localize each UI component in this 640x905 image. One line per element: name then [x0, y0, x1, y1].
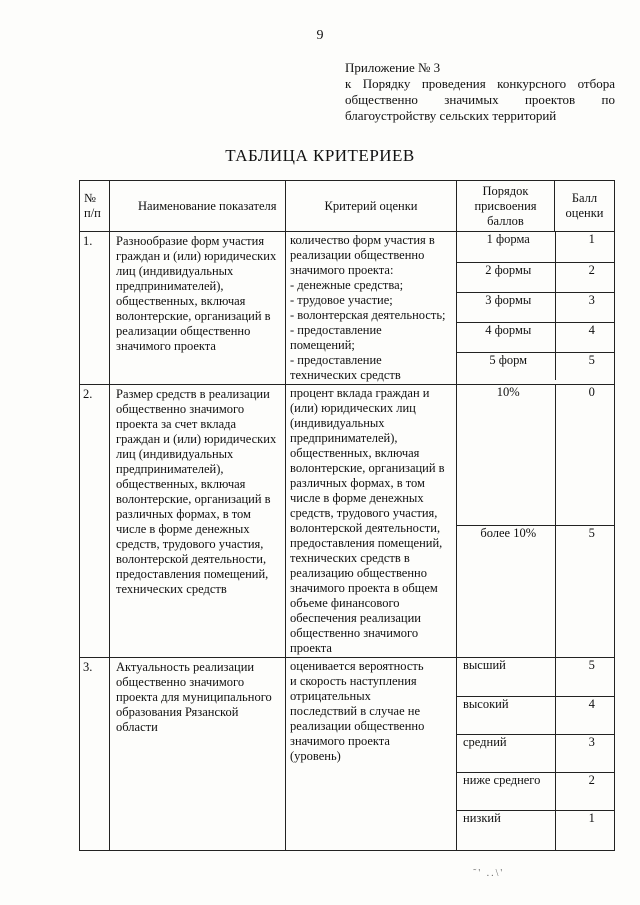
appendix-word: общественно [345, 92, 418, 107]
criterion-line: реализацию общественно [290, 566, 427, 580]
indicator-name: Размер средств в реализации общественно значимого проекта за счет вклада граждан и (или) юридических лиц (индивидуальных предпринимателей), общественных, включая волонтерские, организаций в различных формах, в том числе в форме денежных средств, трудового участия, волонтерской деятельности, предоставления помещений, технических средств [110, 385, 286, 658]
scoring-options [457, 232, 615, 385]
scoring-level: 5 форм [457, 352, 555, 380]
criterion-line: - предоставление [290, 323, 382, 337]
criterion-line: значимого проекта в общем [290, 581, 438, 595]
scoring-level: низкий [457, 810, 555, 850]
criterion-line: общественно значимого [290, 626, 419, 640]
criterion-line: реализации общественно [290, 719, 425, 733]
scoring-option-row [457, 232, 615, 262]
score-value: 5 [555, 525, 615, 657]
appendix-line-4: благоустройству сельских территорий [345, 108, 557, 123]
score-value: 4 [555, 696, 615, 734]
score-value: 5 [555, 658, 615, 696]
criterion-line: общественных, включая [290, 446, 420, 460]
criterion-line: различных формах, в том [290, 476, 425, 490]
criterion-line: волонтерские, организаций в [290, 461, 445, 475]
criterion-line: - волонтерская деятельность; [290, 308, 446, 322]
score-value: 1 [555, 810, 615, 850]
indicator-name: Разнообразие форм участия граждан и (или) юридических лиц (индивидуальных предпринимателей), общественных, включая волонтерские, организаций в реализации общественно значимого проекта [110, 232, 286, 385]
scoring-level: средний [457, 734, 555, 772]
criterion-line: значимого проекта: [290, 263, 394, 277]
criterion-line: предоставления помещений, [290, 536, 443, 550]
criterion-line: оценивается вероятность [290, 659, 424, 673]
criteria-row [80, 658, 615, 851]
criteria-table [79, 180, 615, 851]
appendix-word: по [601, 92, 615, 107]
row-number: 3. [80, 658, 110, 851]
scoring-level: 1 форма [486, 232, 530, 246]
appendix-word: проектов [524, 92, 576, 107]
appendix-title: Приложение № 3 [345, 60, 441, 75]
header-number: № п/п [80, 181, 110, 232]
criterion-line: (индивидуальных [290, 416, 385, 430]
scoring-level: более 10% [457, 525, 555, 657]
scoring-option-row [457, 772, 615, 810]
criterion-line: предпринимателей), [290, 431, 398, 445]
criteria-row [80, 232, 615, 385]
scoring-level: 4 формы [457, 322, 555, 352]
scan-marks: ˜' ..\' [473, 868, 505, 879]
scoring-level: 3 формы [457, 292, 555, 322]
header-scoring-order: Порядок присвоения баллов [457, 181, 555, 232]
page-number: 9 [316, 28, 324, 43]
scoring-level: 2 формы [457, 262, 555, 292]
appendix-word: проведения [421, 76, 486, 91]
score-value: 2 [555, 262, 615, 292]
score-value: 5 [555, 352, 615, 380]
header-indicator-name: Наименование показателя [110, 181, 286, 232]
criterion-line: последствий в случае не [290, 704, 421, 718]
criterion-line: волонтерской деятельности, [290, 521, 441, 535]
table-title: ТАБЛИЦА КРИТЕРИЕВ [225, 146, 415, 165]
criterion-line: помещений; [290, 338, 355, 352]
scoring-option-row [457, 292, 615, 322]
indicator-name: Актуальность реализации общественно значимого проекта для муниципального образования Рязанской области [110, 658, 286, 851]
criterion-line: средств, трудового участия, [290, 506, 438, 520]
score-value: 3 [555, 734, 615, 772]
criterion-line: объеме финансового [290, 596, 400, 610]
appendix-heading [345, 60, 615, 124]
criterion-line: - предоставление [290, 353, 382, 367]
criterion-line: количество форм участия в [290, 233, 435, 247]
criteria-row [80, 385, 615, 658]
criterion-line: (уровень) [290, 749, 341, 763]
scoring-option-row [457, 322, 615, 352]
criterion-line: значимого проекта [290, 734, 390, 748]
criterion-text [286, 385, 457, 658]
scoring-options [457, 385, 615, 658]
scoring-options [457, 658, 615, 851]
header-score: Балл оценки [555, 181, 615, 232]
score-value: 1 [555, 232, 615, 262]
scoring-level: 10% [496, 385, 520, 399]
appendix-word: Порядку [362, 76, 411, 91]
appendix-line-3 [345, 92, 615, 108]
scoring-option-row [457, 696, 615, 734]
row-number: 2. [80, 385, 110, 658]
scoring-option-row [457, 352, 615, 380]
score-value: 4 [555, 322, 615, 352]
criterion-line: числе в форме денежных [290, 491, 424, 505]
score-value: 2 [555, 772, 615, 810]
scoring-level: высший [463, 658, 506, 672]
scoring-option-row [457, 262, 615, 292]
row-number: 1. [80, 232, 110, 385]
appendix-line-2 [345, 76, 615, 92]
criterion-line: отрицательных [290, 689, 371, 703]
criterion-line: и скорость наступления [290, 674, 417, 688]
header-criterion: Критерий оценки [286, 181, 457, 232]
criterion-line: - трудовое участие; [290, 293, 393, 307]
criterion-line: проекта [290, 641, 332, 655]
score-value: 3 [555, 292, 615, 322]
criterion-text [286, 232, 457, 385]
appendix-word: конкурсного [497, 76, 567, 91]
criterion-line: технических средств в [290, 551, 410, 565]
criterion-line: обеспечения реализации [290, 611, 421, 625]
criterion-line: (или) юридических лиц [290, 401, 416, 415]
score-value: 0 [555, 385, 615, 525]
scoring-option-row [457, 525, 615, 657]
scoring-level: высокий [457, 696, 555, 734]
appendix-word: значимых [444, 92, 499, 107]
header-row [80, 181, 615, 232]
scoring-option-row [457, 658, 615, 696]
scoring-option-row [457, 385, 615, 525]
scoring-level: ниже среднего [457, 772, 555, 810]
appendix-word: отбора [577, 76, 615, 91]
criterion-line: процент вклада граждан и [290, 386, 430, 400]
criterion-line: реализации общественно [290, 248, 425, 262]
criterion-line: - денежные средства; [290, 278, 404, 292]
criterion-line: технических средств [290, 368, 401, 382]
scoring-option-row [457, 810, 615, 850]
criterion-text [286, 658, 457, 851]
scoring-option-row [457, 734, 615, 772]
appendix-word: к [345, 76, 352, 91]
